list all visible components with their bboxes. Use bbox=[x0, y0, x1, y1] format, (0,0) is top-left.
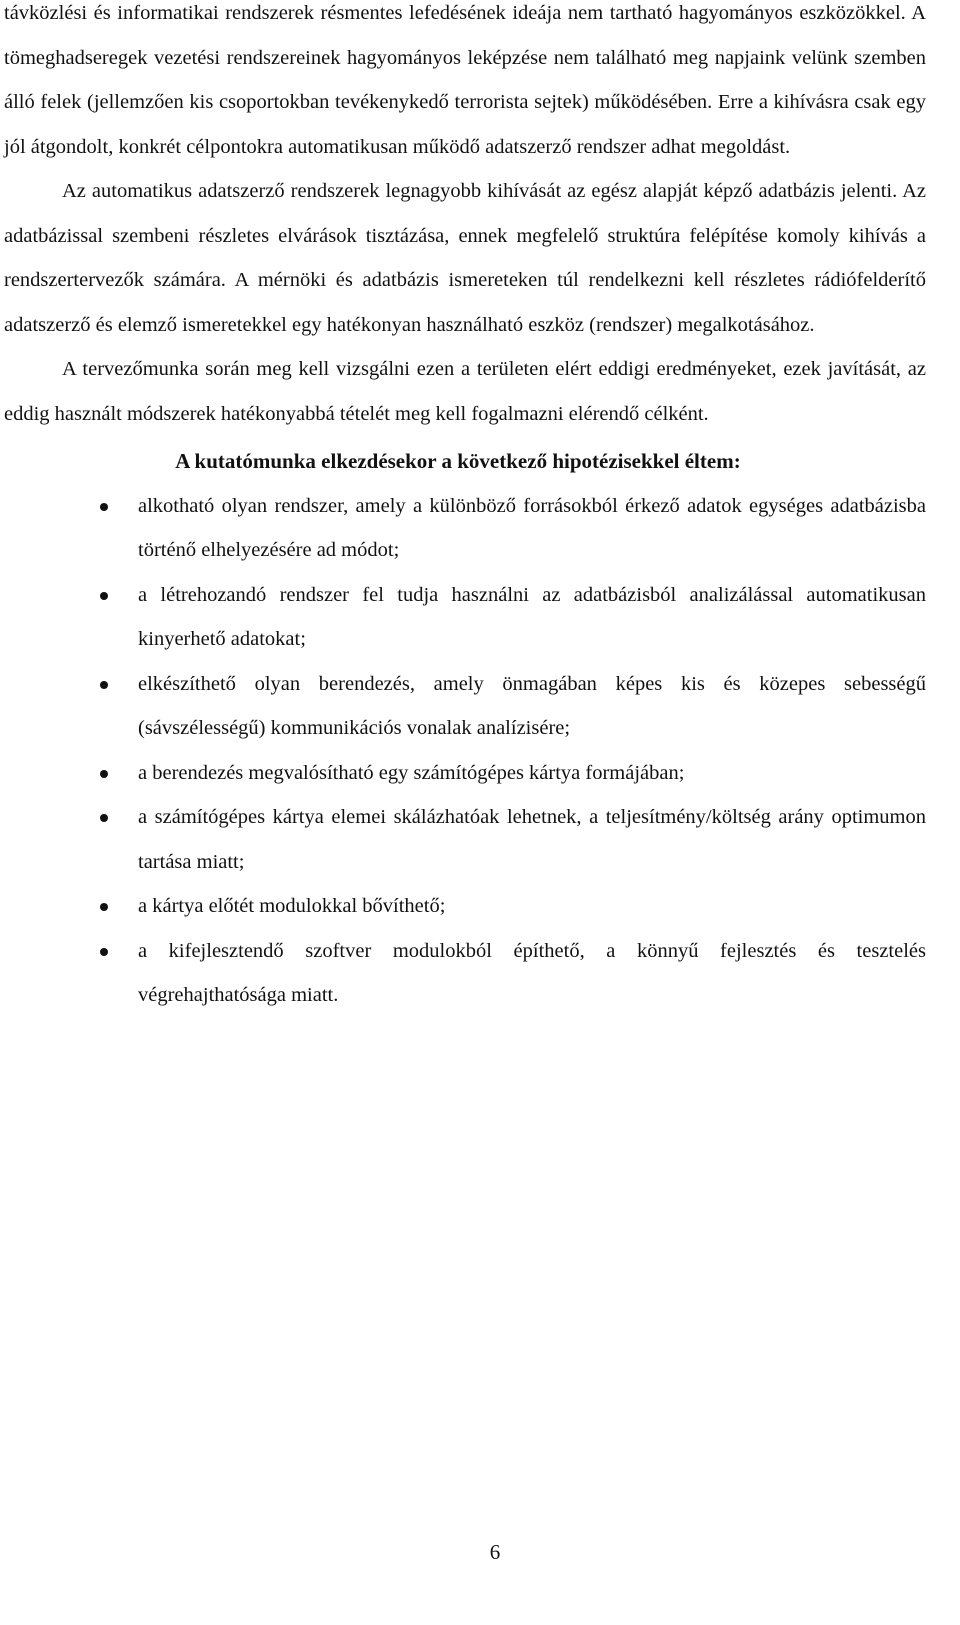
hypotheses-list bbox=[4, 484, 926, 1018]
bullet-icon bbox=[100, 592, 108, 600]
list-item bbox=[4, 884, 926, 929]
list-item bbox=[4, 929, 926, 1018]
list-item-text: alkotható olyan rendszer, amely a különböző forrásokból érkező adatok egységes adatbázisba történő elhelyezésére ad módot; bbox=[138, 494, 926, 561]
document-page bbox=[4, 0, 926, 1018]
list-item-text: a kifejlesztendő szoftver modulokból építhető, a könnyű fejlesztés és tesztelés végrehajthatósága miatt. bbox=[138, 939, 926, 1006]
paragraph-3: A tervezőmunka során meg kell vizsgálni ezen a területen elért eddigi eredményeket, ezek javítását, az eddig használt módszerek hatékonyabbá tételét meg kell fogalmazni elérendő célként. bbox=[4, 358, 926, 425]
list-item-text: a létrehozandó rendszer fel tudja használni az adatbázisból analizálással automatikusan kinyerhető adatokat; bbox=[138, 583, 926, 650]
list-item bbox=[4, 662, 926, 751]
paragraph-1: távközlési és informatikai rendszerek résmentes lefedésének ideája nem tartható hagyományos eszközökkel. A tömeghadseregek vezetési rendszereinek hagyományos leképzése nem található meg napjaink velünk szemben álló felek (jellemzően kis csoportokban tevékenykedő terrorista sejtek) működésében. Erre a kihívásra csak egy jól átgondolt, konkrét célpontokra automatikusan működő adatszerző rendszer adhat megoldást. bbox=[4, 2, 926, 158]
list-item bbox=[4, 795, 926, 884]
list-item bbox=[4, 484, 926, 573]
hypotheses-heading: A kutatómunka elkezdésekor a következő hipotézisekkel éltem: bbox=[175, 449, 741, 473]
paragraph-2: Az automatikus adatszerző rendszerek legnagyobb kihívását az egész alapját képző adatbázis jelenti. Az adatbázissal szembeni részletes elvárások tisztázása, ennek megfelelő struktúra felépítése komoly kihívás a rendszertervezők számára. A mérnöki és adatbázis ismereteken túl rendelkezni kell részletes rádiófelderítő adatszerző és elemző ismeretekkel egy hatékonyan használható eszköz (rendszer) megalkotásához. bbox=[4, 180, 926, 336]
bullet-icon bbox=[100, 948, 108, 956]
bullet-icon bbox=[100, 814, 108, 822]
list-item-text: elkészíthető olyan berendezés, amely önmagában képes kis és közepes sebességű (sávszélességű) kommunikációs vonalak analízisére; bbox=[138, 672, 926, 739]
bullet-icon bbox=[100, 681, 108, 689]
list-item bbox=[4, 751, 926, 796]
bullet-icon bbox=[100, 503, 108, 511]
list-item-text: a kártya előtét modulokkal bővíthető; bbox=[138, 895, 446, 917]
bullet-icon bbox=[100, 770, 108, 778]
list-item bbox=[4, 573, 926, 662]
page-number: 6 bbox=[489, 1540, 501, 1564]
list-item-text: a berendezés megvalósítható egy számítógépes kártya formájában; bbox=[138, 761, 685, 784]
bullet-icon bbox=[100, 903, 108, 911]
list-item-text: a számítógépes kártya elemei skálázhatóak lehetnek, a teljesítmény/költség arány optimumon tartása miatt; bbox=[138, 806, 926, 873]
